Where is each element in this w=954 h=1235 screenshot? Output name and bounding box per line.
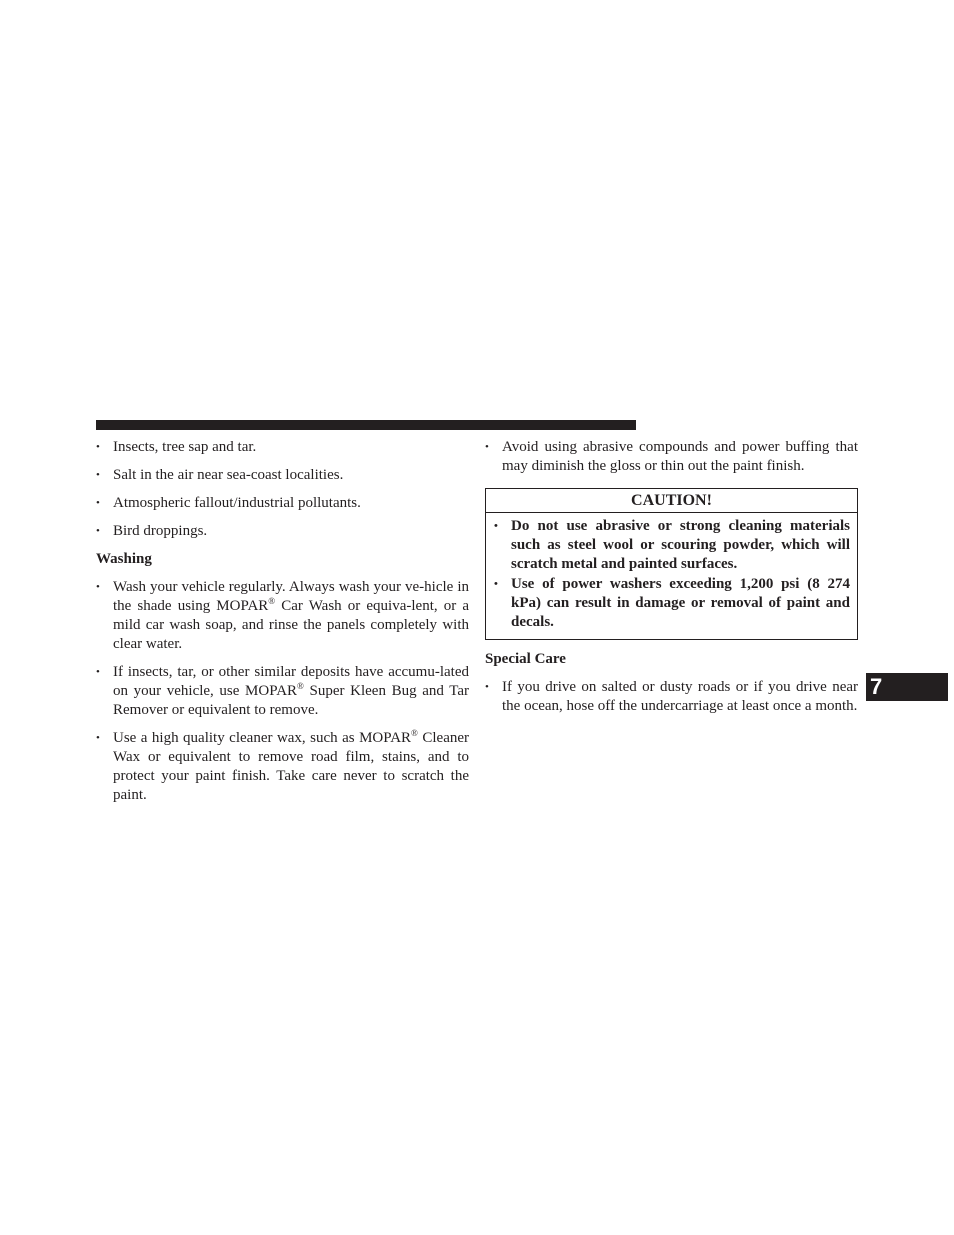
registered-mark: ® bbox=[268, 596, 276, 606]
list-item: • If insects, tar, or other similar deposits have accumu-lated on your vehicle, use MOPAR® Super Kleen Bug and Tar Remover or equivalent to remove. bbox=[96, 664, 469, 718]
bullet-icon: • bbox=[96, 441, 100, 453]
bullet-icon: • bbox=[485, 441, 489, 453]
registered-mark: ® bbox=[411, 728, 418, 738]
list-item: • Insects, tree sap and tar. bbox=[96, 439, 257, 455]
special-care-heading: Special Care bbox=[485, 651, 566, 667]
special-care-bullet-list bbox=[485, 678, 858, 716]
list-item: • Atmospheric fallout/industrial pollutants. bbox=[96, 495, 361, 511]
left-column bbox=[96, 438, 469, 814]
right-column bbox=[485, 438, 858, 725]
list-item: • Avoid using abrasive compounds and power buffing that may diminish the gloss or thin out the paint finish. bbox=[485, 439, 858, 474]
intro-bullet-list bbox=[96, 438, 469, 541]
bullet-icon: • bbox=[494, 578, 498, 590]
list-item: • Do not use abrasive or strong cleaning materials such as steel wool or scouring powder, which will scratch metal and painted surfaces. bbox=[494, 518, 850, 572]
caution-box bbox=[485, 488, 858, 640]
washing-heading: Washing bbox=[96, 551, 152, 567]
bullet-icon: • bbox=[96, 469, 100, 481]
bullet-icon: • bbox=[96, 497, 100, 509]
list-item: • Use a high quality cleaner wax, such as MOPAR® Cleaner Wax or equivalent to remove road film, stains, and to protect your paint finish. Take care never to scratch the paint. bbox=[96, 728, 469, 803]
bullet-icon: • bbox=[96, 581, 100, 593]
washing-bullet-list bbox=[96, 578, 469, 805]
bullet-icon: • bbox=[485, 681, 489, 693]
caution-title: CAUTION! bbox=[486, 489, 857, 513]
caution-list bbox=[494, 517, 850, 632]
list-item: • Bird droppings. bbox=[96, 523, 208, 539]
bullet-icon: • bbox=[96, 525, 100, 537]
list-item: • Wash your vehicle regularly. Always wash your ve-hicle in the shade using MOPAR® Car Wash or equiva-lent, or a mild car wash soap, and rinse the panels completely with clear water. bbox=[96, 579, 469, 652]
registered-mark: ® bbox=[297, 681, 304, 691]
caution-body bbox=[486, 513, 857, 639]
list-item: • Use of power washers exceeding 1,200 psi (8 274 kPa) can result in damage or removal of paint and decals. bbox=[494, 576, 850, 630]
bullet-icon: • bbox=[96, 666, 100, 678]
bullet-icon: • bbox=[494, 520, 498, 532]
list-item: • If you drive on salted or dusty roads or if you drive near the ocean, hose off the undercarriage at least once a month. bbox=[485, 679, 858, 714]
paint-bullet-list bbox=[485, 438, 858, 476]
chapter-tab: 7 bbox=[866, 673, 948, 701]
section-top-rule bbox=[96, 420, 636, 430]
bullet-icon: • bbox=[96, 732, 100, 744]
list-item: • Salt in the air near sea-coast localities. bbox=[96, 467, 344, 483]
